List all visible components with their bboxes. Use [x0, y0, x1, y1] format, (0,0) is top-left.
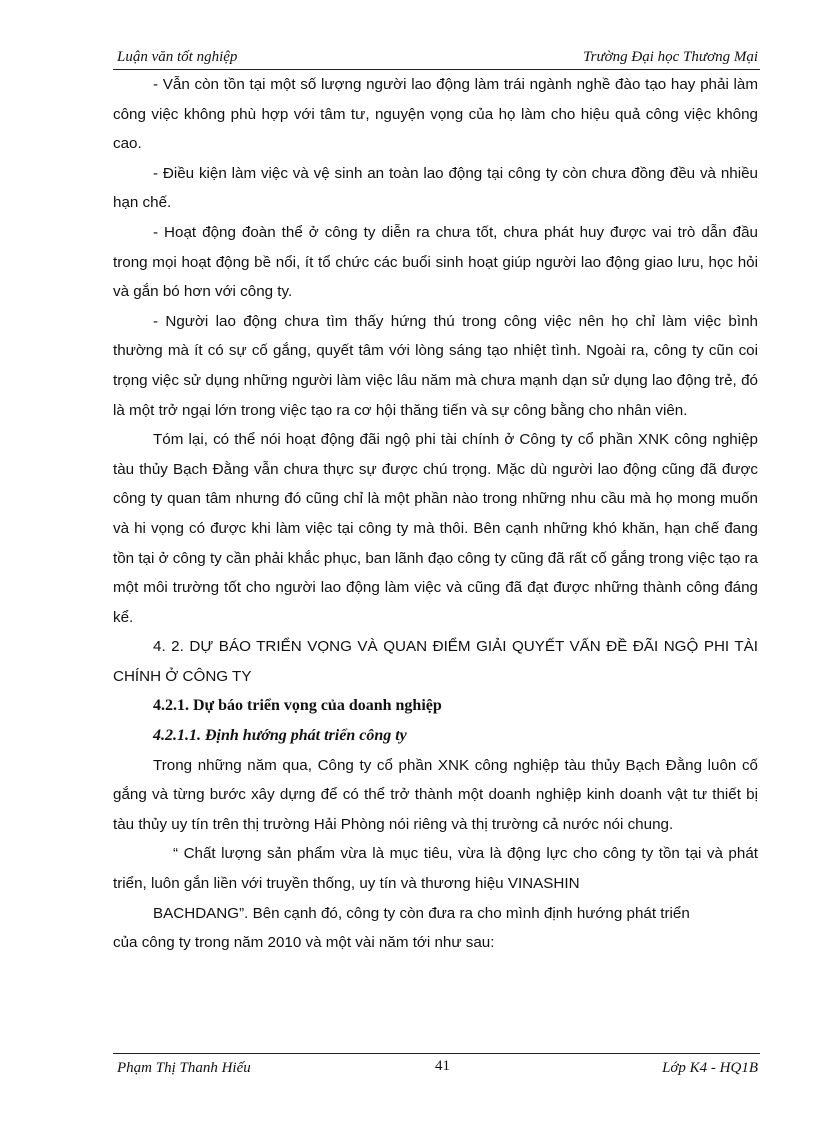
- header-university-label: Trường Đại học Thương Mại: [583, 49, 758, 65]
- section-heading-4-2-1: 4.2.1. Dự báo triển vọng của doanh nghiệp: [153, 697, 442, 715]
- paragraph-orientation-intro: của công ty trong năm 2010 và một vài năm tới như sau:: [113, 934, 495, 952]
- section-heading-4-2: 4. 2. DỰ BÁO TRIỂN VỌNG VÀ QUAN ĐIỂM GIẢI QUYẾT VẤN ĐỀ ĐÃI NGỘ PHI TÀI CHÍNH Ở CÔNG TY: [113, 638, 758, 685]
- paragraph-employee-motivation: - Người lao động chưa tìm thấy hứng thú trong công việc nên họ chỉ làm việc bình thường mà ít có sự cố gắng, quyết tâm với lòng sáng tạo nhiệt tình. Ngoài ra, công ty cũn coi trọng việc sử dụng những người làm việc lâu năm mà chưa mạnh dạn sử dụng lao động trẻ, đó là một trở ngại lớn trong việc tạo ra cơ hội thăng tiến và sự công bằng cho nhân viên.: [113, 312, 758, 419]
- paragraph-company-growth: Trong những năm qua, Công ty cổ phần XNK công nghiệp tàu thủy Bạch Đằng luôn cố gắng và từng bước xây dựng để có thể trở thành một doanh nghiệp kinh doanh vật tư thiết bị tàu thủy uy tín trên thị trường Hải Phòng nói riêng và thị trường cả nước nói chung.: [113, 756, 758, 833]
- paragraph-quote-continued: BACHDANG”. Bên cạnh đó, công ty còn đưa ra cho mình định hướng phát triển: [153, 904, 690, 922]
- footer-page-number: 41: [435, 1058, 450, 1074]
- page-body: [113, 70, 758, 958]
- paragraph-union-activities: - Hoạt động đoàn thể ở công ty diễn ra chưa tốt, chưa phát huy được vai trò dẫn đầu trong mọi hoạt động bề nổi, ít tổ chức các buổi sinh hoạt giúp người lao động giao lưu, học hỏi và gắn bó hơn với công ty.: [113, 223, 758, 301]
- page-footer: [113, 1053, 760, 1078]
- paragraph-summary: Tóm lại, có thể nói hoạt động đãi ngộ phi tài chính ở Công ty cổ phần XNK công nghiệp tàu thủy Bạch Đằng vẫn chưa thực sự được chú trọng. Mặc dù người lao động cũng đã được công ty quan tâm nhưng đó cũng chỉ là một phần nào trong những nhu cầu mà họ mong muốn và hi vọng có được khi làm việc tại công ty mà thôi. Bên cạnh những khó khăn, hạn chế đang tồn tại ở công ty cần phải khắc phục, ban lãnh đạo công ty cũng đã rất cố gắng trong việc tạo ra một môi trường tốt cho người lao động làm việc và cũng đã đạt được những thành công đáng kể.: [113, 431, 758, 626]
- header-thesis-label: Luận văn tốt nghiệp: [117, 49, 238, 65]
- paragraph-quote: “ Chất lượng sản phẩm vừa là mục tiêu, vừa là động lực cho công ty tồn tại và phát triển, luôn gắn liền với truyền thống, uy tín và thương hiệu VINASHIN: [113, 845, 758, 893]
- footer-class: Lớp K4 - HQ1B: [662, 1060, 758, 1076]
- section-heading-4-2-1-1: 4.2.1.1. Định hướng phát triển công ty: [153, 727, 407, 745]
- paragraph-mismatched-jobs: - Vẫn còn tồn tại một số lượng người lao động làm trái ngành nghề đào tạo hay phải làm công việc không phù hợp với tâm tư, nguyện vọng của họ làm cho hiệu quả công việc không cao.: [113, 76, 758, 153]
- page-header: [113, 47, 760, 70]
- footer-author: Phạm Thị Thanh Hiếu: [117, 1060, 251, 1076]
- paragraph-working-conditions: - Điều kiện làm việc và vệ sinh an toàn lao động tại công ty còn chưa đồng đều và nhiều hạn chế.: [113, 164, 758, 212]
